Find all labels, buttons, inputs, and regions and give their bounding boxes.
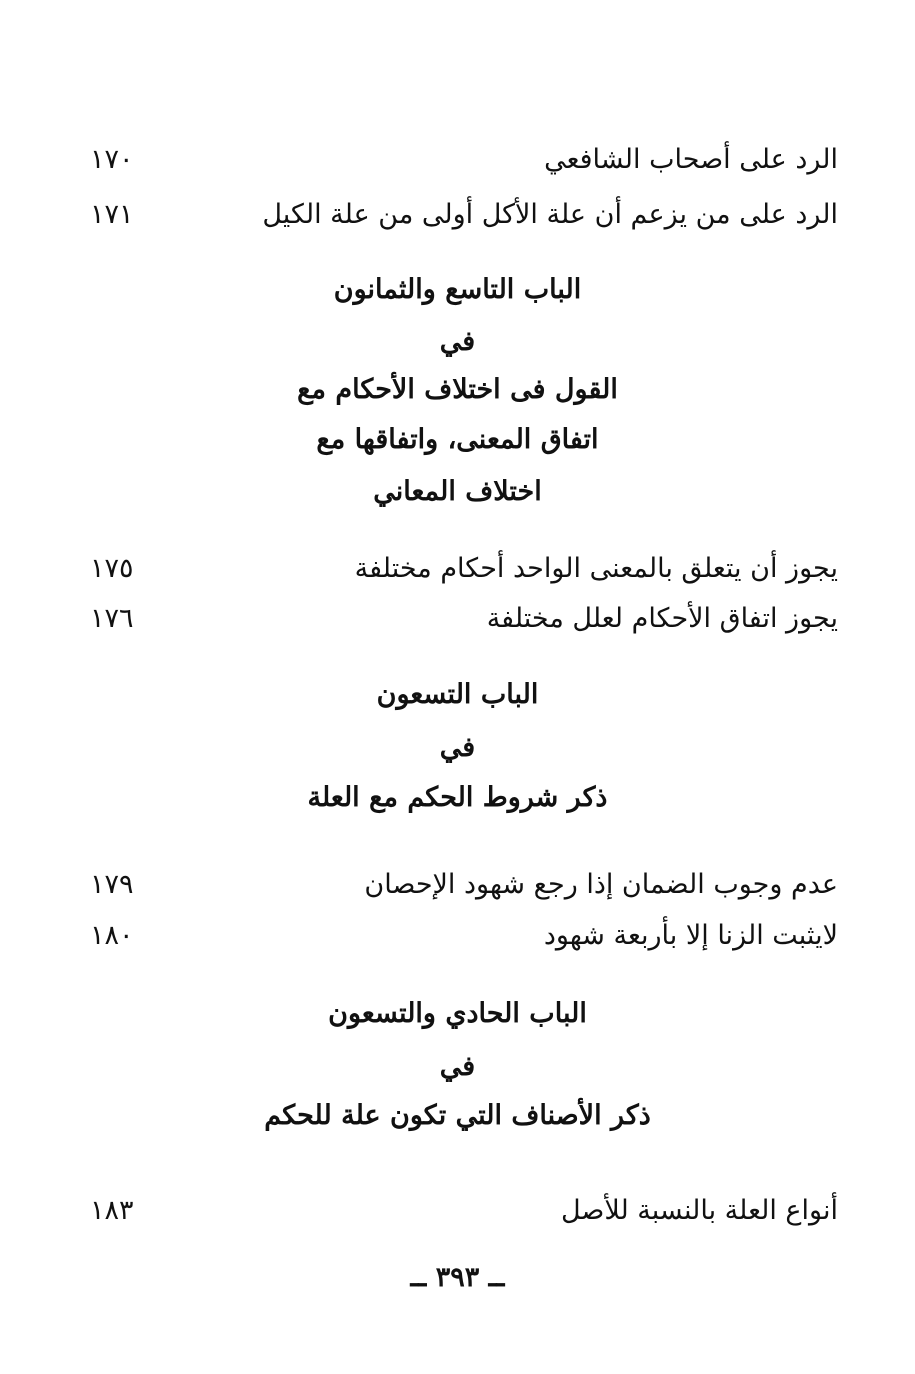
index-entry — [90, 547, 838, 591]
entry-title: الرد على من يزعم أن علة الأكل أولى من علة الكيل — [262, 199, 838, 230]
chapter-heading-line: الباب التاسع والثمانون — [333, 274, 582, 305]
entry-page-number: ١٧٦ — [90, 603, 134, 634]
entry-title: الرد على أصحاب الشافعي — [544, 144, 838, 175]
index-entry — [90, 1189, 838, 1233]
entry-title: عدم وجوب الضمان إذا رجع شهود الإحصان — [364, 869, 838, 900]
entry-title: لايثبت الزنا إلا بأربعة شهود — [543, 920, 838, 951]
index-entry — [90, 597, 838, 641]
chapter-heading-line: الباب التسعون — [376, 679, 539, 710]
entry-page-number: ١٧١ — [90, 199, 134, 230]
chapter-heading-line: ذكر شروط الحكم مع العلة — [307, 782, 608, 813]
chapter-heading-line: في — [439, 732, 476, 763]
entry-page-number: ١٨٠ — [90, 920, 134, 951]
index-entry — [90, 138, 838, 182]
chapter-heading-line: القول فى اختلاف الأحكام مع — [297, 374, 618, 405]
chapter-heading-line: الباب الحادي والتسعون — [328, 998, 587, 1029]
index-entry — [90, 863, 838, 907]
chapter-heading-line: في — [439, 1051, 476, 1082]
chapter-heading-line: اتفاق المعنى، واتفاقها مع — [316, 424, 599, 455]
index-entry — [90, 914, 838, 958]
chapter-heading-line: اختلاف المعاني — [373, 476, 542, 507]
entry-title: يجوز اتفاق الأحكام لعلل مختلفة — [486, 603, 838, 634]
chapter-heading-line: في — [439, 326, 476, 357]
entry-title: أنواع العلة بالنسبة للأصل — [560, 1195, 838, 1226]
entry-page-number: ١٧٠ — [90, 144, 134, 175]
chapter-heading-line: ذكر الأصناف التي تكون علة للحكم — [264, 1100, 651, 1131]
entry-title: يجوز أن يتعلق بالمعنى الواحد أحكام مختلفة — [354, 553, 838, 584]
entry-page-number: ١٧٥ — [90, 553, 134, 584]
entry-page-number: ١٧٩ — [90, 869, 134, 900]
page-folio-number: ــ ٣٩٣ ــ — [410, 1262, 505, 1293]
index-entry — [90, 193, 838, 237]
entry-page-number: ١٨٣ — [90, 1195, 134, 1226]
